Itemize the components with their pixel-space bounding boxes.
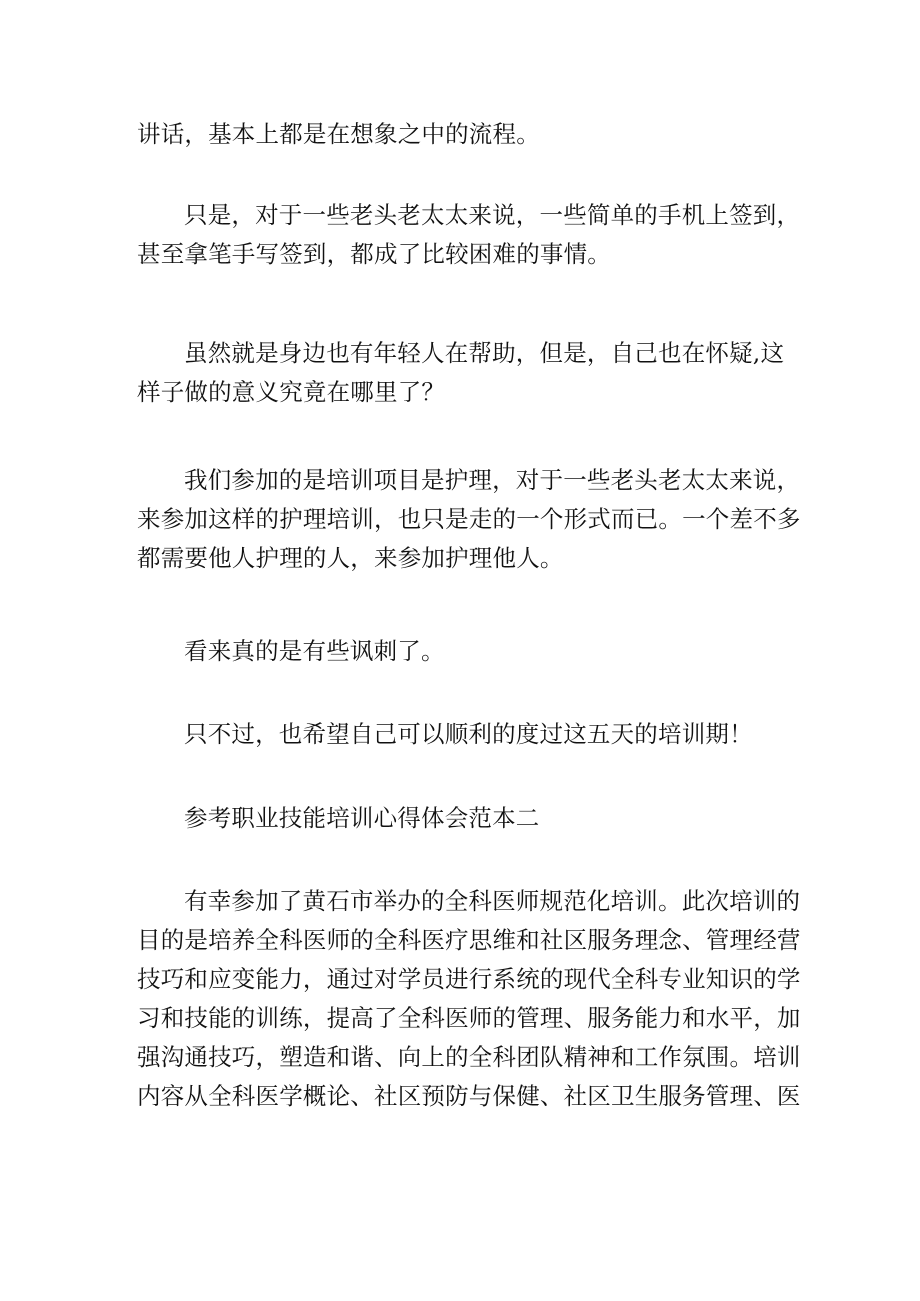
text-line: 虽然就是身边也有年轻人在帮助，但是，自己也在怀疑,这 — [184, 339, 785, 367]
paragraph-6 — [137, 715, 797, 754]
paragraph-4 — [137, 461, 801, 578]
text-line: 来参加这样的护理培训，也只是走的一个形式而已。一个差不多 — [137, 505, 801, 533]
text-line: 甚至拿笔手写签到，都成了比较困难的事情。 — [137, 240, 611, 268]
section-heading — [137, 799, 797, 838]
text-line: 样子做的意义究竟在哪里了？ — [137, 378, 446, 406]
paragraph-2 — [137, 196, 801, 274]
paragraph-7 — [137, 882, 801, 1116]
paragraph-5 — [137, 632, 797, 671]
text-line: 讲话，基本上都是在想象之中的流程。 — [137, 120, 540, 148]
text-line: 看来真的是有些讽刺了。 — [184, 637, 445, 665]
text-line: 目的是培养全科医师的全科医疗思维和社区服务理念、管理经营 — [137, 926, 801, 954]
text-line: 技巧和应变能力，通过对学员进行系统的现代全科专业知识的学 — [137, 965, 801, 993]
text-line: 都需要他人护理的人，来参加护理他人。 — [137, 544, 564, 572]
text-line: 强沟通技巧，塑造和谐、向上的全科团队精神和工作氛围。培训 — [137, 1043, 801, 1071]
text-line: 我们参加的是培训项目是护理，对于一些老头老太太来说， — [184, 466, 801, 494]
text-line: 只不过，也希望自己可以顺利的度过这五天的培训期！ — [184, 720, 753, 748]
text-line: 习和技能的训练，提高了全科医师的管理、服务能力和水平，加 — [137, 1004, 801, 1032]
heading-text: 参考职业技能培训心得体会范本二 — [184, 804, 540, 832]
text-line: 只是，对于一些老头老太太来说，一些简单的手机上签到， — [184, 201, 801, 229]
text-line: 有幸参加了黄石市举办的全科医师规范化培训。此次培训的 — [184, 887, 801, 915]
paragraph-3 — [137, 334, 797, 412]
paragraph-1 — [137, 115, 797, 154]
text-line: 内容从全科医学概论、社区预防与保健、社区卫生服务管理、医 — [137, 1082, 801, 1110]
